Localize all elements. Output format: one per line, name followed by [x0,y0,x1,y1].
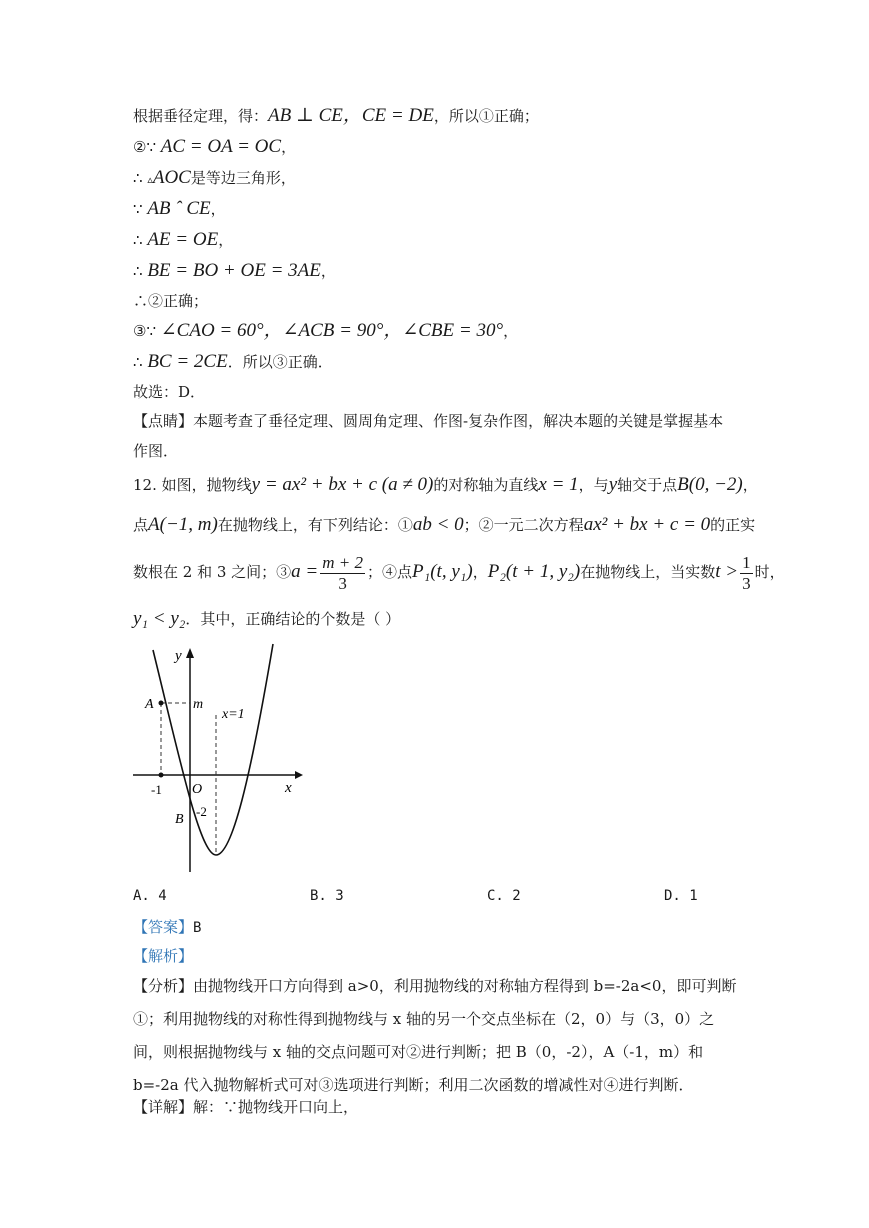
fraction-numerator: m + 2 [322,552,363,572]
fenxi-tag: 【分析】 [133,977,194,995]
math-expression: AB ⊥ CE，CE = DE [268,105,434,126]
math-expression: ab < 0 [412,514,464,535]
line-text: 轴交于点 [617,476,678,494]
neg2-label: -2 [196,804,207,819]
analysis-section [133,945,193,967]
line-text: 如图，抛物线 [161,476,252,494]
fenxi-paragraph [133,970,738,1102]
option-a: A. 4 [133,888,167,904]
symmetry-axis-label: x=1 [222,707,245,722]
neg1-label: -1 [151,782,162,797]
line-text: ．其中，正确结论的个数是（ ） [185,610,401,628]
line-text: 是等边三角形， [190,169,296,187]
line-text: 在抛物线上，有下列结论：① [217,516,413,534]
solution-line-2 [133,136,296,158]
line-text: ；②一元二次方程 [463,516,584,534]
line-text: ， [218,231,234,249]
point-a-label: A [145,697,154,712]
line-text: ， [503,322,519,340]
option-b: B. 3 [310,888,344,904]
option-c: C. 2 [487,888,521,904]
answer-tag: 【答案】 [133,918,194,936]
line-text: ∴ [133,169,148,187]
line-text: ∴ [133,231,148,249]
math-expression: BC = 2CE [147,351,228,372]
math-expression: AC = OA = OC [160,136,282,157]
solution-line-4 [133,198,226,220]
comment-tag: 【点睛】 [133,412,194,430]
parabola-figure [125,640,305,880]
fraction-denominator: 3 [338,573,347,593]
line-text: 点 [133,516,149,534]
detail-tag: 【详解】 [133,1098,194,1116]
comment-text: 作图． [133,442,179,460]
solution-line-7 [133,290,208,312]
detail-line [133,1096,358,1118]
math-expression: x = 1 [538,474,579,495]
math-expression: y₁ < y₂ [133,608,186,629]
question-line-2 [133,514,755,536]
analysis-tag: 【解析】 [133,947,194,965]
math-expression: AB ˆ CE [147,198,211,219]
fraction-denominator: 3 [742,573,751,593]
comment-line [133,410,723,432]
line-text: ；④点 [367,563,413,581]
fenxi-text: 由抛物线开口方向得到 a>0，利用抛物线的对称轴方程得到 b=-2a<0，即可判断①；利用抛物线的对称性得到抛物线与 x 轴的另一个交点坐标在（2，0）与（3，0）之间，则根据抛物线与 x 轴的交点问题可对②进行判断；把 B（0，-2），A（-1，m）和 b=-2a 代入抛物解析式可对③选项进行判断；利用二次函数的增减性对④进行判断． [133,977,737,1094]
fraction [320,553,365,594]
math-expression: AE = OE [147,229,219,250]
solution-line-8 [133,320,518,342]
point-neg1 [159,773,164,778]
line-text: ③∵ [133,322,161,340]
math-expression: y = ax² + bx + c (a ≠ 0) [251,474,434,495]
line-text: 在抛物线上，当实数 [580,563,716,581]
math-expression: P₂(t + 1, y₂) [487,561,581,582]
math-expression: a = [291,561,319,582]
question-number: 12. [133,476,157,494]
y-axis-arrow [186,648,194,658]
solution-line-1 [133,105,539,127]
line-text: ∴ [133,353,148,371]
line-text: ，所以①正确； [433,107,539,125]
line-text: 时， [754,563,785,581]
parabola-curve [153,644,273,855]
x-axis-label: x [285,780,292,796]
line-text: ， [472,563,488,581]
question-line-1 [133,474,758,496]
math-expression: t > [715,561,739,582]
math-expression: ax² + bx + c = 0 [583,514,711,535]
fraction-numerator: 1 [742,552,751,572]
line-text: 故选：D． [133,383,206,401]
option-d: D. 1 [664,888,698,904]
line-text: ．所以③正确． [227,353,333,371]
math-expression: y [608,474,618,495]
question-line-4 [133,608,400,630]
math-expression: B(0, −2) [677,474,743,495]
line-text: ， [210,200,226,218]
solution-line-9 [133,351,333,373]
line-text: ∴ [133,262,148,280]
line-text: 的正实 [710,516,756,534]
point-a [159,701,164,706]
origin-label: O [192,782,203,797]
line-text: ②∵ [133,138,161,156]
line-text: ∴②正确； [133,292,209,310]
answer-section [133,916,201,939]
math-expression: A(−1, m) [148,514,218,535]
y-axis-label: y [175,648,182,664]
x-axis-arrow [295,771,303,779]
fraction [740,553,753,594]
math-expression: ∠CAO = 60°，∠ACB = 90°，∠CBE = 30° [160,320,504,341]
solution-line-6 [133,260,336,282]
triangle-symbol: ▵ [147,173,153,186]
math-expression: AOC [152,167,191,188]
line-text: ， [320,262,336,280]
line-text: ， [281,138,297,156]
answer-line [133,381,205,403]
comment-text: 本题考查了垂径定理、圆周角定理、作图-复杂作图，解决本题的关键是掌握基本 [193,412,724,430]
math-expression: P₁(t, y₁) [412,561,473,582]
point-b-label: B [175,812,184,827]
detail-text: 解：∵抛物线开口向上， [193,1098,359,1116]
line-text: ∵ [133,200,148,218]
solution-line-5 [133,229,233,251]
question-line-3 [133,550,785,594]
line-text: ，与 [578,476,609,494]
m-label: m [193,697,204,712]
line-text: 根据垂径定理，得： [133,107,269,125]
math-expression: BE = BO + OE = 3AE [147,260,321,281]
solution-line-3 [133,167,296,191]
line-text: 数根在 2 和 3 之间；③ [133,563,292,581]
line-text: ， [742,476,758,494]
line-text: 的对称轴为直线 [433,476,539,494]
answer-value: B [193,920,202,936]
comment-line-2 [133,440,178,462]
